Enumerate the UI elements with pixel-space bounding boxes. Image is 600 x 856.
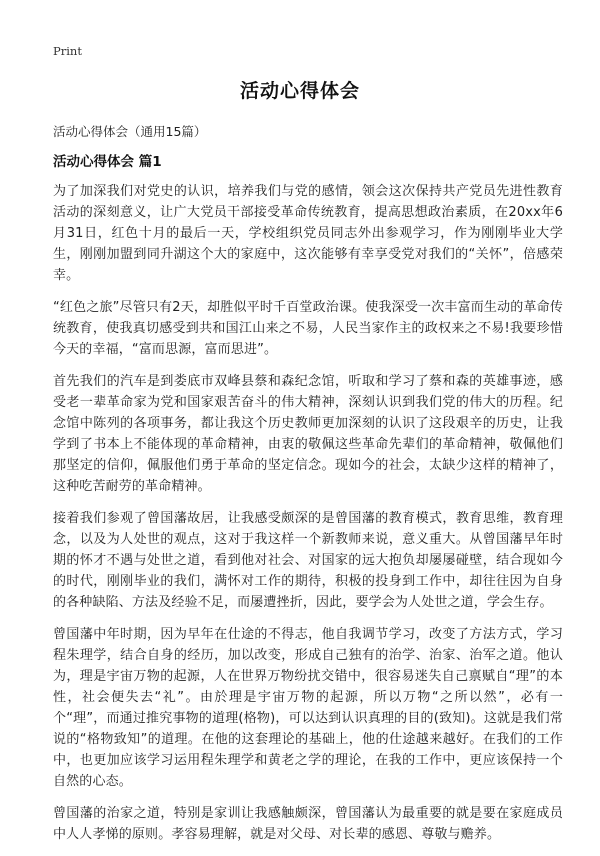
paragraph: 曾国藩的治家之道，特别是家训让我感触颇深，曾国藩认为最重要的就是要在家庭成员中人人孝悌的原则。孝容易理解，就是对父母、对长辈的感恩、尊敬与赡养。 xyxy=(53,806,563,842)
section-heading: 活动心得体会 篇1 xyxy=(53,154,162,170)
paragraph: 首先我们的汽车是到娄底市双峰县蔡和森纪念馆，听取和学习了蔡和森的英雄事迹，感受老一辈革命家为党和国家艰苦奋斗的伟大精神，深刻认识到我们党的伟大的历程。纪念馆中陈列的各项事务，都让我这个历史教师更加深刻的认识了这段艰辛的历史，让我学到了书本上不能体现的革命精神，由衷的敬佩这些革命先辈们的革命精神，敬佩他们那坚定的信仰，佩服他们勇于革命的坚定信念。现如今的社会，太缺少这样的精神了，这种吃苦耐劳的革命精神。 xyxy=(53,374,563,494)
document-subtitle: 活动心得体会（通用15篇） xyxy=(53,124,207,139)
paragraph: 接着我们参观了曾国藩故居，让我感受颇深的是曾国藩的教育模式，教育思维，教育理念，以及为人处世的观点，这对于我这样一个新教师来说，意义重大。从曾国藩早年时期的怀才不遇与处世之道，看到他对社会、对国家的远大抱负却屡屡碰壁，结合现如今的时代，刚刚毕业的我们，满怀对工作的期待，积极的投身到工作中，却往往因为自身的各种缺陷、方法及经验不足，而屡遭挫折，因此，要学会为人处世之道，学会生存。 xyxy=(53,511,563,610)
print-label: Print xyxy=(53,44,82,58)
paragraph: 为了加深我们对党史的认识，培养我们与党的感情，领会这次保持共产党员先进性教育活动的深刻意义，让广大党员干部接受革命传统教育，提高思想政治素质，在20xx年6月31日，红色十月的最后一天，学校组织党员同志外出参观学习，作为刚刚毕业大学生，刚刚加盟到同升湖这个大的家庭中，这次能够有幸享受党对我们的“关怀”，倍感荣幸。 xyxy=(53,184,563,283)
article-body xyxy=(53,181,563,856)
paragraph: 曾国藩中年时期，因为早年在仕途的不得志，他自我调节学习，改变了方法方式，学习程朱理学，结合自身的经历，加以改变，形成自己独有的治学、治家、治军之道。他认为，理是宇宙万物的起源，人在世界万物纷扰交错中，很容易迷失自己禀赋自“理”的本性，社会便失去“礼”。由於理是宇宙万物的起源，所以万物“之所以然”，必有一个“理”，而通过推究事物的道理(格物)，可以达到认识真理的目的(致知)。这就是我们常说的“格物致知”的道理。在他的这套理论的基础上，他的仕途越来越好。在我们的工作中，也更加应该学习运用程朱理学和黄老之学的理论，在我的工作中，更应该保持一个自然的心态。 xyxy=(53,627,563,789)
paragraph: “红色之旅”尽管只有2天，却胜似平时千百堂政治课。使我深受一次丰富而生动的革命传统教育，使我真切感受到共和国江山来之不易，人民当家作主的政权来之不易!我要珍惜今天的幸福，“富而思源，富而思进”。 xyxy=(53,300,563,357)
page-title: 活动心得体会 xyxy=(239,80,360,102)
